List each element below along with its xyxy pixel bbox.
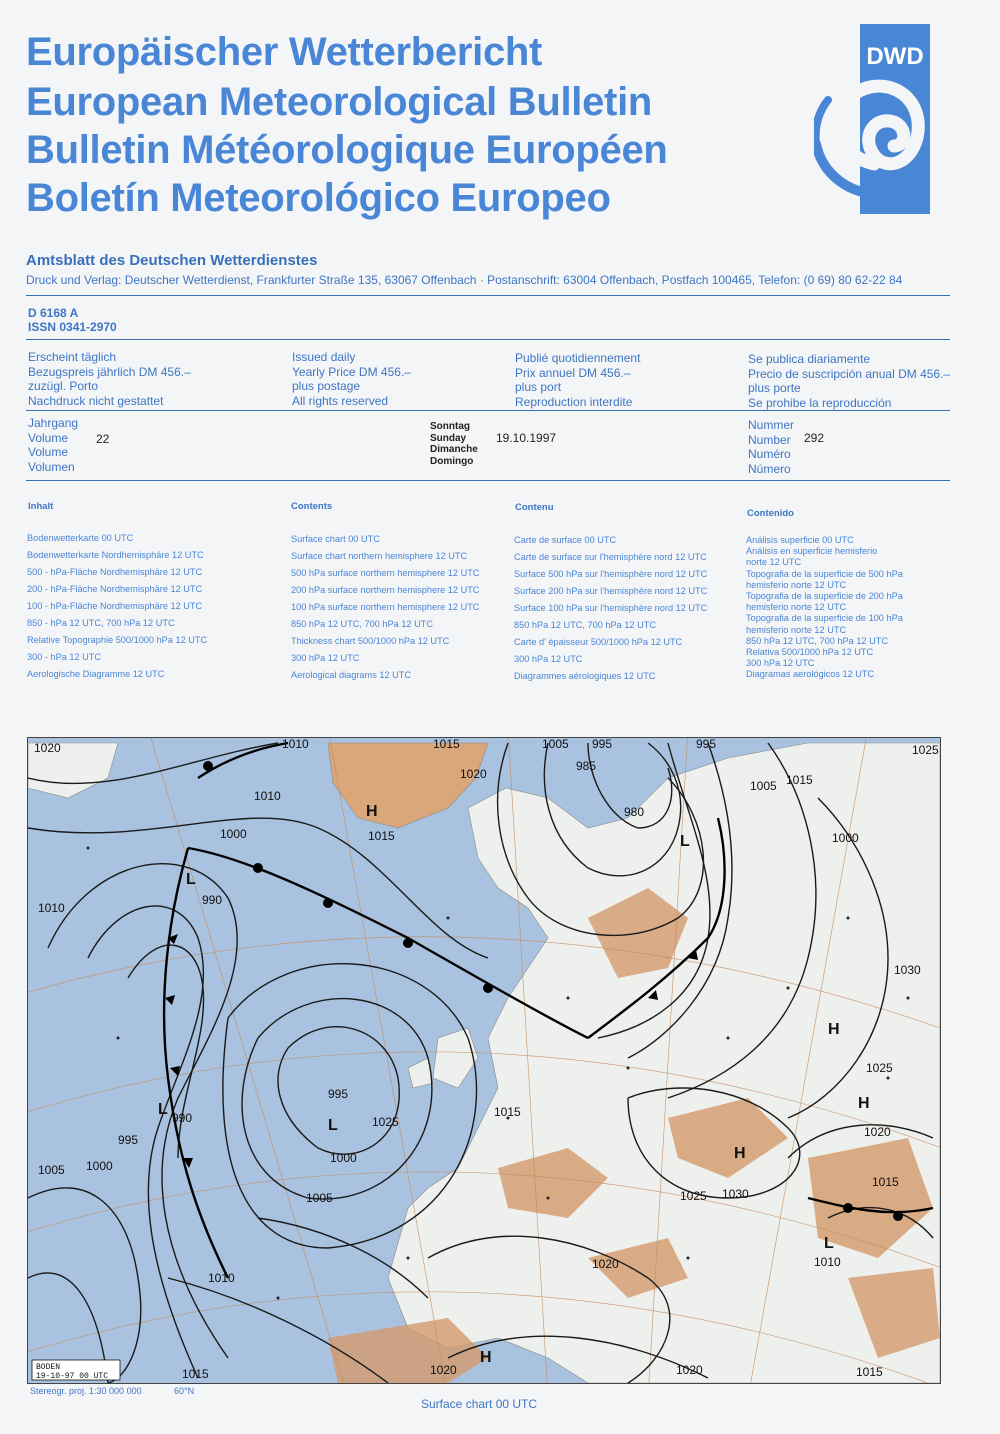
- isobar-label: 1020: [676, 1363, 703, 1377]
- isobar-label: 990: [202, 893, 223, 907]
- isobar-label: 1015: [494, 1105, 521, 1119]
- list-item: Diagramas aerológicos 12 UTC: [746, 669, 875, 680]
- contents-list-en: [291, 531, 479, 684]
- low-pressure-mark: L: [328, 1117, 338, 1134]
- contents-head-es: Contenido: [747, 508, 794, 519]
- isobar-label: 1015: [433, 738, 460, 751]
- list-item: Análisis superficie 00 UTC: [746, 535, 854, 545]
- contents-head-fr: Contenu: [515, 502, 554, 513]
- list-item: 850 - hPa 12 UTC, 700 hPa 12 UTC: [27, 618, 175, 628]
- projection-note: Stereogr. proj. 1:30 000 000: [30, 1386, 142, 1396]
- dwd-logo: [814, 24, 930, 214]
- isobar-label: 1005: [38, 1163, 65, 1177]
- isobar-label: 1010: [814, 1255, 841, 1269]
- list-item: 500 - hPa-Fläche Nordhemisphäre 12 UTC: [27, 567, 203, 577]
- isobar-label: 1020: [460, 767, 487, 781]
- contents-list-es: [746, 535, 903, 681]
- list-item: Carte de surface 00 UTC: [514, 535, 617, 545]
- info-fr: Publié quotidiennement Prix annuel DM 456.– plus port Reproduction interdite: [515, 351, 641, 409]
- isobar-label: 1030: [722, 1187, 749, 1201]
- volume-value: 22: [96, 432, 110, 446]
- low-pressure-mark: L: [158, 1101, 168, 1118]
- info-de: Erscheint täglich Bezugspreis jährlich DM 456.– zuzügl. Porto Nachdruck nicht gestattet: [28, 350, 191, 408]
- isobar-label: 990: [172, 1111, 193, 1125]
- isobar-label: 1015: [856, 1365, 883, 1379]
- info-en: Issued daily Yearly Price DM 456.– plus postage All rights reserved: [292, 350, 411, 408]
- surface-chart-svg: [28, 738, 940, 1383]
- list-item: Topografia de la superficie de 100 hPa: [746, 613, 903, 624]
- low-pressure-mark: L: [680, 833, 690, 850]
- number-labels: Nummer Number Numéro Número: [748, 418, 795, 476]
- high-pressure-mark: H: [480, 1349, 492, 1366]
- list-item: 850 hPa 12 UTC, 700 hPa 12 UTC: [746, 635, 888, 646]
- list-item: Surface 500 hPa sur l'hemisphère nord 12 UTC: [514, 569, 708, 579]
- code-issn: ISSN 0341-2970: [28, 320, 117, 334]
- list-item: 200 - hPa-Fläche Nordhemisphäre 12 UTC: [27, 584, 203, 594]
- map-caption: Surface chart 00 UTC: [421, 1397, 538, 1411]
- isobar-label: 985: [576, 759, 597, 773]
- list-item: Surface chart 00 UTC: [291, 534, 380, 544]
- isobar-label: 995: [592, 738, 613, 751]
- divider: [26, 339, 950, 340]
- list-item: 100 hPa surface northern hemisphere 12 UTC: [291, 602, 480, 612]
- title-es: Boletín Meteorológico Europeo: [26, 176, 611, 220]
- list-item: hemisferio norte 12 UTC: [746, 579, 847, 590]
- high-pressure-mark: H: [858, 1095, 870, 1112]
- list-item: Relative Topographie 500/1000 hPa 12 UTC: [27, 635, 208, 645]
- isobar-label: 1010: [254, 789, 281, 803]
- list-item: Aerologische Diagramme 12 UTC: [27, 669, 165, 679]
- list-item: Surface 200 hPa sur l'hemisphère nord 12 UTC: [514, 586, 708, 596]
- isobar-label: 1030: [894, 963, 921, 977]
- divider: [26, 295, 950, 296]
- list-item: 300 hPa 12 UTC: [514, 654, 583, 664]
- list-item: Surface 100 hPa sur l'hemisphère nord 12 UTC: [514, 603, 708, 613]
- isobar-label: 1025: [680, 1189, 707, 1203]
- list-item: 500 hPa surface northern hemisphere 12 UTC: [291, 568, 480, 578]
- isobar-label: 1020: [592, 1257, 619, 1271]
- list-item: 850 hPa 12 UTC, 700 hPa 12 UTC: [291, 619, 433, 629]
- contents-list-de: [27, 530, 207, 683]
- list-item: Análisis en superficie hemisferio: [746, 546, 878, 557]
- isobar-label: 1010: [38, 901, 65, 915]
- list-item: Bodenwetterkarte Nordhemisphäre 12 UTC: [27, 550, 204, 560]
- isobar-label: 1000: [330, 1151, 357, 1165]
- list-item: Topografia de la superficie de 200 hPa: [746, 591, 903, 602]
- list-item: Thickness chart 500/1000 hPa 12 UTC: [291, 636, 450, 646]
- list-item: hemisferio norte 12 UTC: [746, 624, 847, 635]
- publisher-name: Amtsblatt des Deutschen Wetterdienstes: [26, 252, 318, 269]
- isobar-label: 980: [624, 805, 645, 819]
- title-en: European Meteorological Bulletin: [26, 80, 653, 124]
- day-labels: Sonntag Sunday Dimanche Domingo: [430, 421, 478, 467]
- isobar-label: 995: [696, 738, 717, 751]
- isobar-label: 1025: [866, 1061, 893, 1075]
- info-es: Se publica diariamente Precio de suscripción anual DM 456.– plus porte Se prohibe la reproducción: [748, 352, 951, 410]
- list-item: 850 hPa 12 UTC, 700 hPa 12 UTC: [514, 620, 656, 630]
- isobar-label: 1025: [912, 743, 939, 757]
- isobar-label: 1020: [864, 1125, 891, 1139]
- list-item: hemisferio norte 12 UTC: [746, 602, 847, 613]
- divider: [26, 480, 950, 481]
- list-item: Carte de surface sur l'hemisphère nord 12 UTC: [514, 552, 707, 562]
- isobar-label: 1015: [182, 1367, 209, 1381]
- isobar-label: 1005: [750, 779, 777, 793]
- title-de: Europäischer Wetterbericht: [26, 30, 543, 74]
- contents-list-fr: [514, 532, 707, 685]
- date-stamp-time: 19-10-97 00 UTC: [36, 1372, 109, 1381]
- list-item: 200 hPa surface northern hemisphere 12 UTC: [291, 585, 480, 595]
- isobar-label: 1000: [86, 1159, 113, 1173]
- code-d: D 6168 A: [28, 306, 79, 320]
- issue-number: 292: [804, 431, 825, 445]
- contents-head-en: Contents: [291, 501, 333, 512]
- isobar-label: 1010: [208, 1271, 235, 1285]
- divider: [26, 410, 950, 411]
- surface-chart-map: [27, 737, 941, 1384]
- low-pressure-mark: L: [824, 1235, 834, 1252]
- isobar-label: 1000: [832, 831, 859, 845]
- list-item: Carte d' épaisseur 500/1000 hPa 12 UTC: [514, 637, 683, 647]
- logo-text: DWD: [866, 43, 924, 70]
- isobar-label: 1005: [542, 738, 569, 751]
- contents-head-de: Inhalt: [28, 501, 54, 512]
- list-item: Topografia de la superficie de 500 hPa: [746, 568, 903, 579]
- list-item: norte 12 UTC: [746, 557, 802, 568]
- isobar-label: 1015: [368, 829, 395, 843]
- list-item: Bodenwetterkarte 00 UTC: [27, 533, 134, 543]
- list-item: 300 hPa 12 UTC: [291, 653, 360, 663]
- list-item: 300 - hPa 12 UTC: [27, 652, 102, 662]
- isobar-label: 1020: [430, 1363, 457, 1377]
- low-pressure-mark: L: [186, 871, 196, 888]
- isobar-label: 1005: [306, 1191, 333, 1205]
- high-pressure-mark: H: [366, 803, 378, 820]
- issue-date: 19.10.1997: [496, 431, 557, 445]
- volume-labels: Jahrgang Volume Volume Volumen: [28, 416, 79, 474]
- publisher-address: Druck und Verlag: Deutscher Wetterdienst, Frankfurter Straße 135, 63067 Offenbach · Postanschrift: 63004 Offenbach, Postfach 100465, Telefon: (0 69) 80 62-22 84: [26, 273, 903, 287]
- isobar-label: 1000: [220, 827, 247, 841]
- list-item: Relativa 500/1000 hPa 12 UTC: [746, 647, 874, 658]
- title-fr: Bulletin Météorologique Européen: [26, 128, 668, 172]
- list-item: Surface chart northern hemisphere 12 UTC: [291, 551, 468, 561]
- isobar-label: 1025: [372, 1115, 399, 1129]
- high-pressure-mark: H: [734, 1145, 746, 1162]
- list-item: 300 hPa 12 UTC: [746, 658, 815, 669]
- list-item: Aerological diagrams 12 UTC: [291, 670, 411, 680]
- list-item: Diagrammes aérologiques 12 UTC: [514, 671, 656, 681]
- date-stamp-label: BODEN: [36, 1363, 61, 1372]
- latitude-note: 60°N: [174, 1386, 195, 1396]
- isobar-label: 1015: [872, 1175, 899, 1189]
- isobar-label: 1010: [282, 738, 309, 751]
- isobar-label: 1015: [786, 773, 813, 787]
- isobar-label: 995: [118, 1133, 139, 1147]
- isobar-label: 1020: [34, 741, 61, 755]
- list-item: 100 - hPa-Fläche Nordhemisphäre 12 UTC: [27, 601, 203, 611]
- high-pressure-mark: H: [828, 1021, 840, 1038]
- isobar-label: 995: [328, 1087, 349, 1101]
